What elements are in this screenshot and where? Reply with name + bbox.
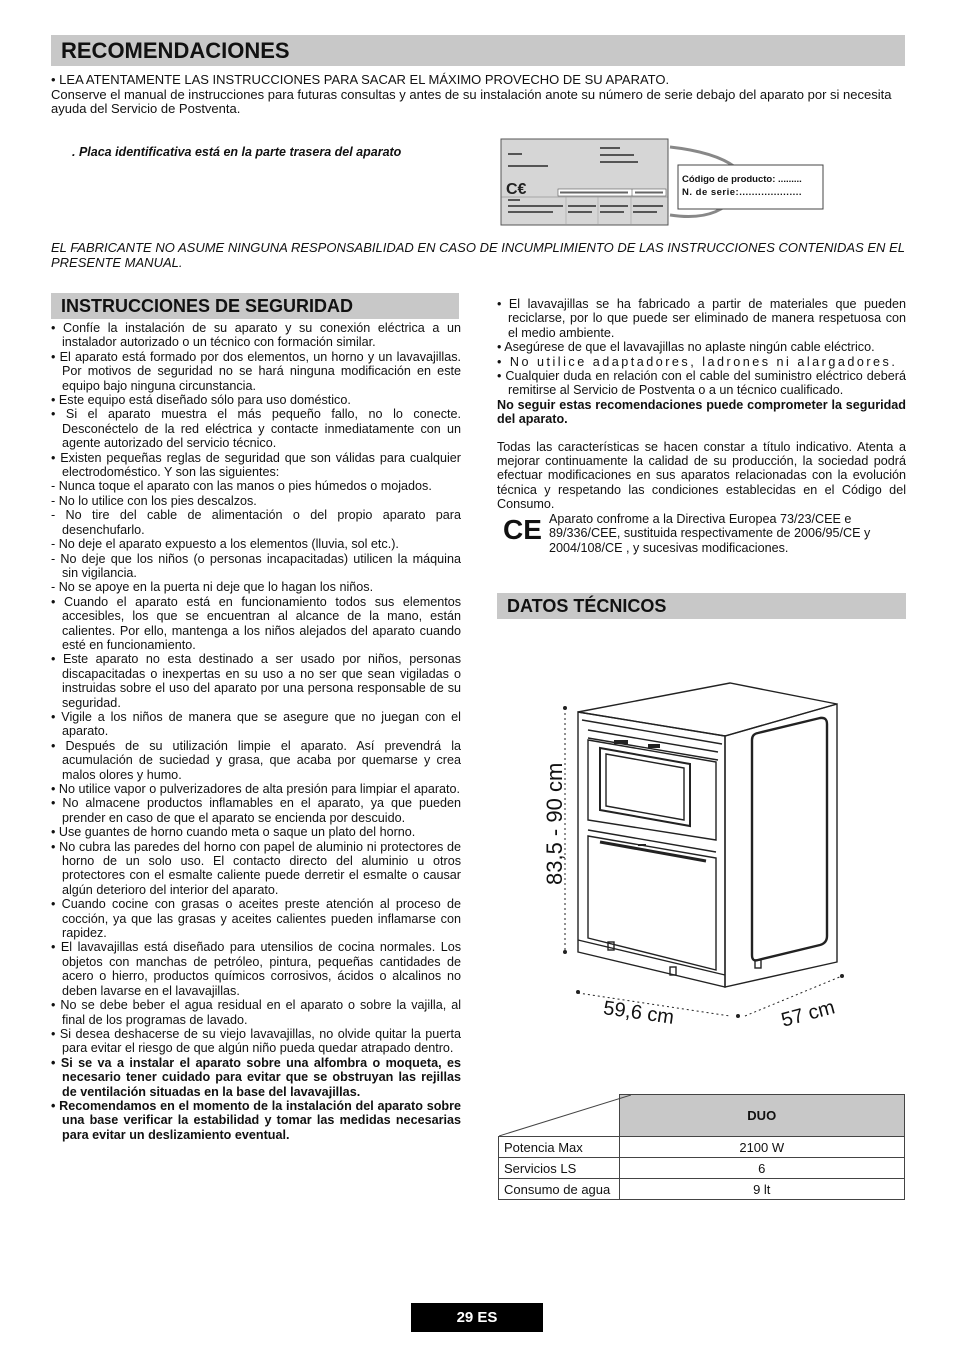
svg-text:C€: C€	[506, 181, 527, 198]
list-item: • No almacene productos inflamables en el aparato, ya que pueden prender en caso de que el aparato se encienda por descuido.	[51, 796, 461, 825]
table-row	[499, 1179, 905, 1200]
ce-conformity	[497, 512, 906, 555]
table-header-row	[499, 1095, 905, 1137]
list-item: • No utilice vapor o pulverizadores de alta presión para limpiar el aparato.	[51, 782, 461, 796]
list-item: • El aparato está formado por dos elementos, un horno y un lavavajillas. Por motivos de seguridad no se hará ninguna modificación en este equipo bajo ninguna circunstancia.	[51, 349, 461, 393]
ce-mark-icon: CE	[503, 513, 542, 545]
list-item: • Si se va a instalar el aparato sobre una alfombra o moqueta, es necesario tener cuidado para evitar que se obstruyan las rejillas de ventilación situadas en la base del lavavajillas.	[51, 1055, 461, 1099]
table-cell-label: Servicios LS	[499, 1158, 620, 1179]
list-item: • Existen pequeñas reglas de seguridad que son válidas para cualquier electrodoméstico. Y son las siguientes:	[51, 450, 461, 480]
list-item: - No se apoye en la puerta ni deje que lo hagan los niños.	[51, 580, 374, 595]
product-code-label: Código de producto: .........	[682, 174, 802, 185]
list-item: • Cualquier duda en relación con el cable del suministro eléctrico deberá remitirse al Servicio de Postventa o a un técnico cualificado.	[497, 369, 906, 398]
table-corner-cell	[499, 1095, 620, 1137]
list-item: • Este equipo está diseñado sólo para uso doméstico.	[51, 393, 351, 408]
list-item: • El lavavajillas está diseñado para utensilios de cocina normales. Los objetos con manchas de petróleo, pintura, pequeñas cantidades de acero o hierro, productos químicos corrosivos, ácidos o alcalinos no deben lavarse en el lavavajillas.	[51, 940, 461, 998]
intro-line-1: • LEA ATENTAMENTE LAS INSTRUCCIONES PARA SACAR EL MÁXIMO PROVECHO DE SU APARATO.	[51, 72, 670, 87]
table-header-model: DUO	[619, 1095, 905, 1137]
list-item: - No lo utilice con los pies descalzos.	[51, 493, 257, 508]
safety-warning: No seguir estas recomendaciones puede comprometer la seguridad del aparato.	[497, 397, 906, 427]
list-item: • Recomendamos en el momento de la instalación del aparato sobre una base verificar la estabilidad y tomar las medidas necesarias para evitar un deslizamiento eventual.	[51, 1098, 461, 1142]
table-cell-label: Consumo de agua	[499, 1179, 620, 1200]
technical-data-table	[498, 1094, 905, 1200]
table-cell-value: 2100 W	[619, 1137, 905, 1158]
disclaimer-paragraph: Todas las características se hacen constar a título indicativo. Atenta a mejorar continuamente la calidad de su producción, la sociedad podrá efectuar modificaciones en sus aparatos relacionadas con la evolución técnica y respetando las condiciones establecidas en el Código del Consumo.	[497, 439, 906, 512]
list-item: • Confíe la instalación de su aparato y su conexión eléctrica a un instalador autorizado o un técnico con formación similar.	[51, 321, 461, 350]
safety-section-title: INSTRUCCIONES DE SEGURIDAD	[51, 293, 459, 319]
list-item: • Cuando el aparato está en funcionamiento todos sus elementos accesibles, los que se encuentran al alcance de la mano, están calientes. Por ello, mantenga a los niños alejados del aparato cuando esté en funcionamiento.	[51, 594, 461, 652]
list-item: • Vigile a los niños de manera que se asegure que no juegan con el aparato.	[51, 709, 461, 739]
tech-section-title: DATOS TÉCNICOS	[497, 593, 906, 619]
serial-number-label: N. de serie:....................	[682, 187, 803, 198]
dimension-width-label: 59,6 cm	[601, 997, 676, 1029]
list-item: • Después de su utilización limpie el aparato. Así prevendrá la acumulación de suciedad y grasa, que acaba por quemarse y crea malos olores y humo.	[51, 738, 461, 782]
list-item: • Si el aparato muestra el más pequeño fallo, no lo conecte. Desconéctelo de la red eléctrica y contacte inmediatamente con un agente autorizado del servicio técnico.	[51, 407, 461, 451]
table-row	[499, 1158, 905, 1179]
right-column-text	[497, 297, 906, 555]
list-item: - No deje que los niños (o personas incapacitadas) utilicen la máquina sin vigilancia.	[51, 551, 461, 580]
list-item: • Si desea deshacerse de su viejo lavavajillas, no olvide quitar la puerta para evitar el riesgo de que algún niño pueda quedar atrapado dentro.	[51, 1026, 461, 1056]
list-item: • No cubra las paredes del horno con papel de aluminio ni protectores de horno de un solo uso. El contacto directo del aluminio u otros protectores con el esmalte caliente puede derretir el esmalte o causar algún deterioro del interior del aparato.	[51, 839, 461, 897]
plate-labels	[682, 173, 802, 199]
ce-conformity-text: Aparato confrome a la Directiva Europea 73/23/CEE e 89/336/CEE, sustituida respectivamente de 2006/95/CE y 2004/108/CE , y sucesivas modificaciones.	[549, 511, 871, 555]
dimension-height-label: 83,5 - 90 cm	[542, 762, 567, 885]
table-cell-label: Potencia Max	[499, 1137, 620, 1158]
intro-text	[51, 73, 905, 117]
plate-caption: . Placa identificativa está en la parte trasera del aparato	[72, 145, 402, 159]
list-item: • No utilice adaptadores, ladrones ni alargadores.	[497, 354, 898, 369]
list-item: - No tire del cable de alimentación o del propio aparato para desenchufarlo.	[51, 508, 461, 537]
page-number: 29 ES	[411, 1303, 543, 1332]
page-title: RECOMENDACIONES	[51, 35, 905, 66]
list-item: • Este aparato no esta destinado a ser usado por niños, personas discapacitadas o inexpertas en su uso a no ser que sean vigiladas o instruidas sobre el uso del aparato por una persona responsable de su seguridad.	[51, 652, 461, 710]
table-cell-value: 9 lt	[619, 1179, 905, 1200]
list-item: • No se debe beber el agua residual en el aparato o sobre la vajilla, al final de los programas de lavado.	[51, 998, 461, 1027]
dimension-depth-label: 57 cm	[778, 996, 838, 1032]
list-item: • Asegúrese de que el lavavajillas no aplaste ningún cable eléctrico.	[497, 340, 875, 355]
list-item: - Nunca toque el aparato con las manos o pies húmedos o mojados.	[51, 479, 432, 494]
table-corner-diagonal	[499, 1095, 631, 1136]
table-cell-value: 6	[619, 1158, 905, 1179]
list-item: • Cuando cocine con grasas o aceites preste atención al proceso de cocción, ya que las grasas y aceites calientes pueden inflamarse con rapidez.	[51, 897, 461, 941]
list-item: - No deje el aparato expuesto a los elementos (lluvia, sol etc.).	[51, 537, 399, 552]
intro-line-2: Conserve el manual de instrucciones para futuras consultas y antes de su instalación anote su número de serie debajo del aparato por si necesita ayuda del Servicio de Postventa.	[51, 86, 892, 116]
appliance-dimensions-drawing	[530, 670, 850, 1020]
list-item: • Use guantes de horno cuando meta o saque un plato del horno.	[51, 825, 416, 840]
disclaimer: EL FABRICANTE NO ASUME NINGUNA RESPONSABILIDAD EN CASO DE INCUMPLIMIENTO DE LAS INSTRUCCIONES CONTENIDAS EN EL PRESENTE MANUAL.	[51, 240, 905, 270]
table-row	[499, 1137, 905, 1158]
safety-instructions-list	[51, 321, 461, 1142]
list-item: • El lavavajillas se ha fabricado a partir de materiales que pueden reciclarse, por lo que puede ser eliminado de manera respetuosa con el medio ambiente.	[497, 297, 906, 340]
